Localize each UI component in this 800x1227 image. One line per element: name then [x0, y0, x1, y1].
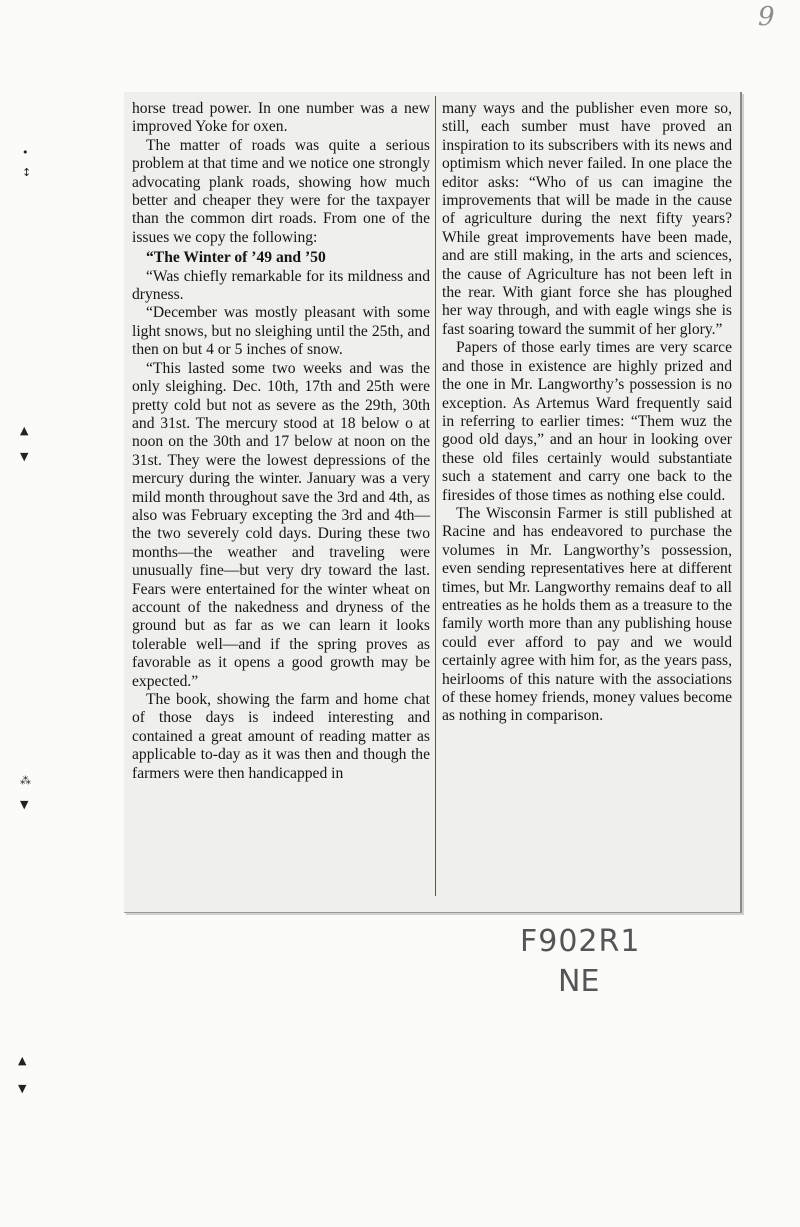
subheading: “The Winter of ’49 and ’50	[146, 249, 326, 267]
margin-mark: ▲	[20, 424, 29, 437]
margin-mark: ▼	[18, 1082, 27, 1095]
paragraph: The book, showing the farm and home chat of those days is indeed interesting and contained a great amount of reading matter as applicable to-day as it was then and though the farmers were then handicapped in	[132, 691, 430, 782]
paragraph: “This lasted some two weeks and was the only sleighing. Dec. 10th, 17th and 25th were pretty cold but not as severe as the 29th, 30th and 31st. The mercury stood at 18 below o at noon on the 30th and 17 below at noon on the 31st. They were the lowest depressions of the mercury during the winter. January was a very mild month throughout save the 3rd and 4th, as also was February excepting the 3rd and 4th—the two severely cold days. During these two months—the weather and traveling were unusually fine—but very dry toward the last. Fears were entertained for the winter wheat on account of the nakedness and dryness of the ground but as far as we can learn it looks tolerable well—and if the spring proves as favorable as it opens a good growth may be expected.”	[132, 359, 430, 690]
margin-mark: ▲	[18, 1054, 27, 1067]
paragraph: “December was mostly pleasant with some light snows, but no sleighing until the 25th, and then on but 4 or 5 inches of snow.	[132, 304, 430, 359]
annotation-initials: NE	[558, 964, 600, 999]
paragraph: The matter of roads was quite a serious problem at that time and we notice one strongly advocating plank roads, showing how much better and cheaper they were for the taxpayer than the common dirt roads. From one of the issues we copy the following:	[132, 136, 430, 246]
margin-mark: ▼	[20, 798, 29, 811]
left-column	[132, 100, 430, 783]
paragraph: “Was chiefly remarkable for its mildness and dryness.	[132, 267, 430, 304]
paragraph: Papers of those early times are very scarce and those in existence are highly prized and the one in Mr. Langworthy’s possession is no exception. As Artemus Ward frequently said in referring to earlier times: “Them wuz the good old days,” and an hour in looking over these old files certainly would substantiate such a statement and carry one back to the firesides of those times as nothing else could.	[442, 339, 732, 504]
right-column	[442, 100, 732, 726]
column-divider	[435, 96, 436, 896]
margin-mark: •	[22, 146, 29, 159]
margin-mark: ⁂	[20, 774, 31, 787]
paragraph: The Wisconsin Farmer is still published at Racine and has endeavored to purchase the volumes in Mr. Langworthy’s possession, even sending representatives here at different times, but Mr. Langworthy remains deaf to all entreaties as he holds them as a treasure to the family worth more than any publishing house could ever afford to pay and we would certainly agree with him for, as the years pass, heirlooms of this nature with the associations of these homey friends, money values become as nothing in comparison.	[442, 504, 732, 725]
handwritten-annotation	[520, 922, 680, 1012]
annotation-code: F902R1	[520, 924, 641, 959]
margin-mark: ↕	[22, 166, 32, 179]
margin-mark: ▼	[20, 450, 29, 463]
paragraph: horse tread power. In one number was a new improved Yoke for oxen.	[132, 100, 430, 136]
newspaper-clipping	[124, 92, 742, 913]
page-number: 9	[758, 2, 775, 32]
paragraph: many ways and the publisher even more so, still, each sumber must have proved an inspiration to its subscribers with its news and optimism which never failed. In one place the editor asks: “Who of us can imagine the improvements that will be made in the cause of agriculture during the next fifty years? While great improvements have been made, and are still making, in the arts and sciences, the cause of Agriculture has not been left in the rear. With giant force she has ploughed her way through, and with eagle wings she is fast soaring toward the summit of her glory.”	[442, 100, 732, 338]
